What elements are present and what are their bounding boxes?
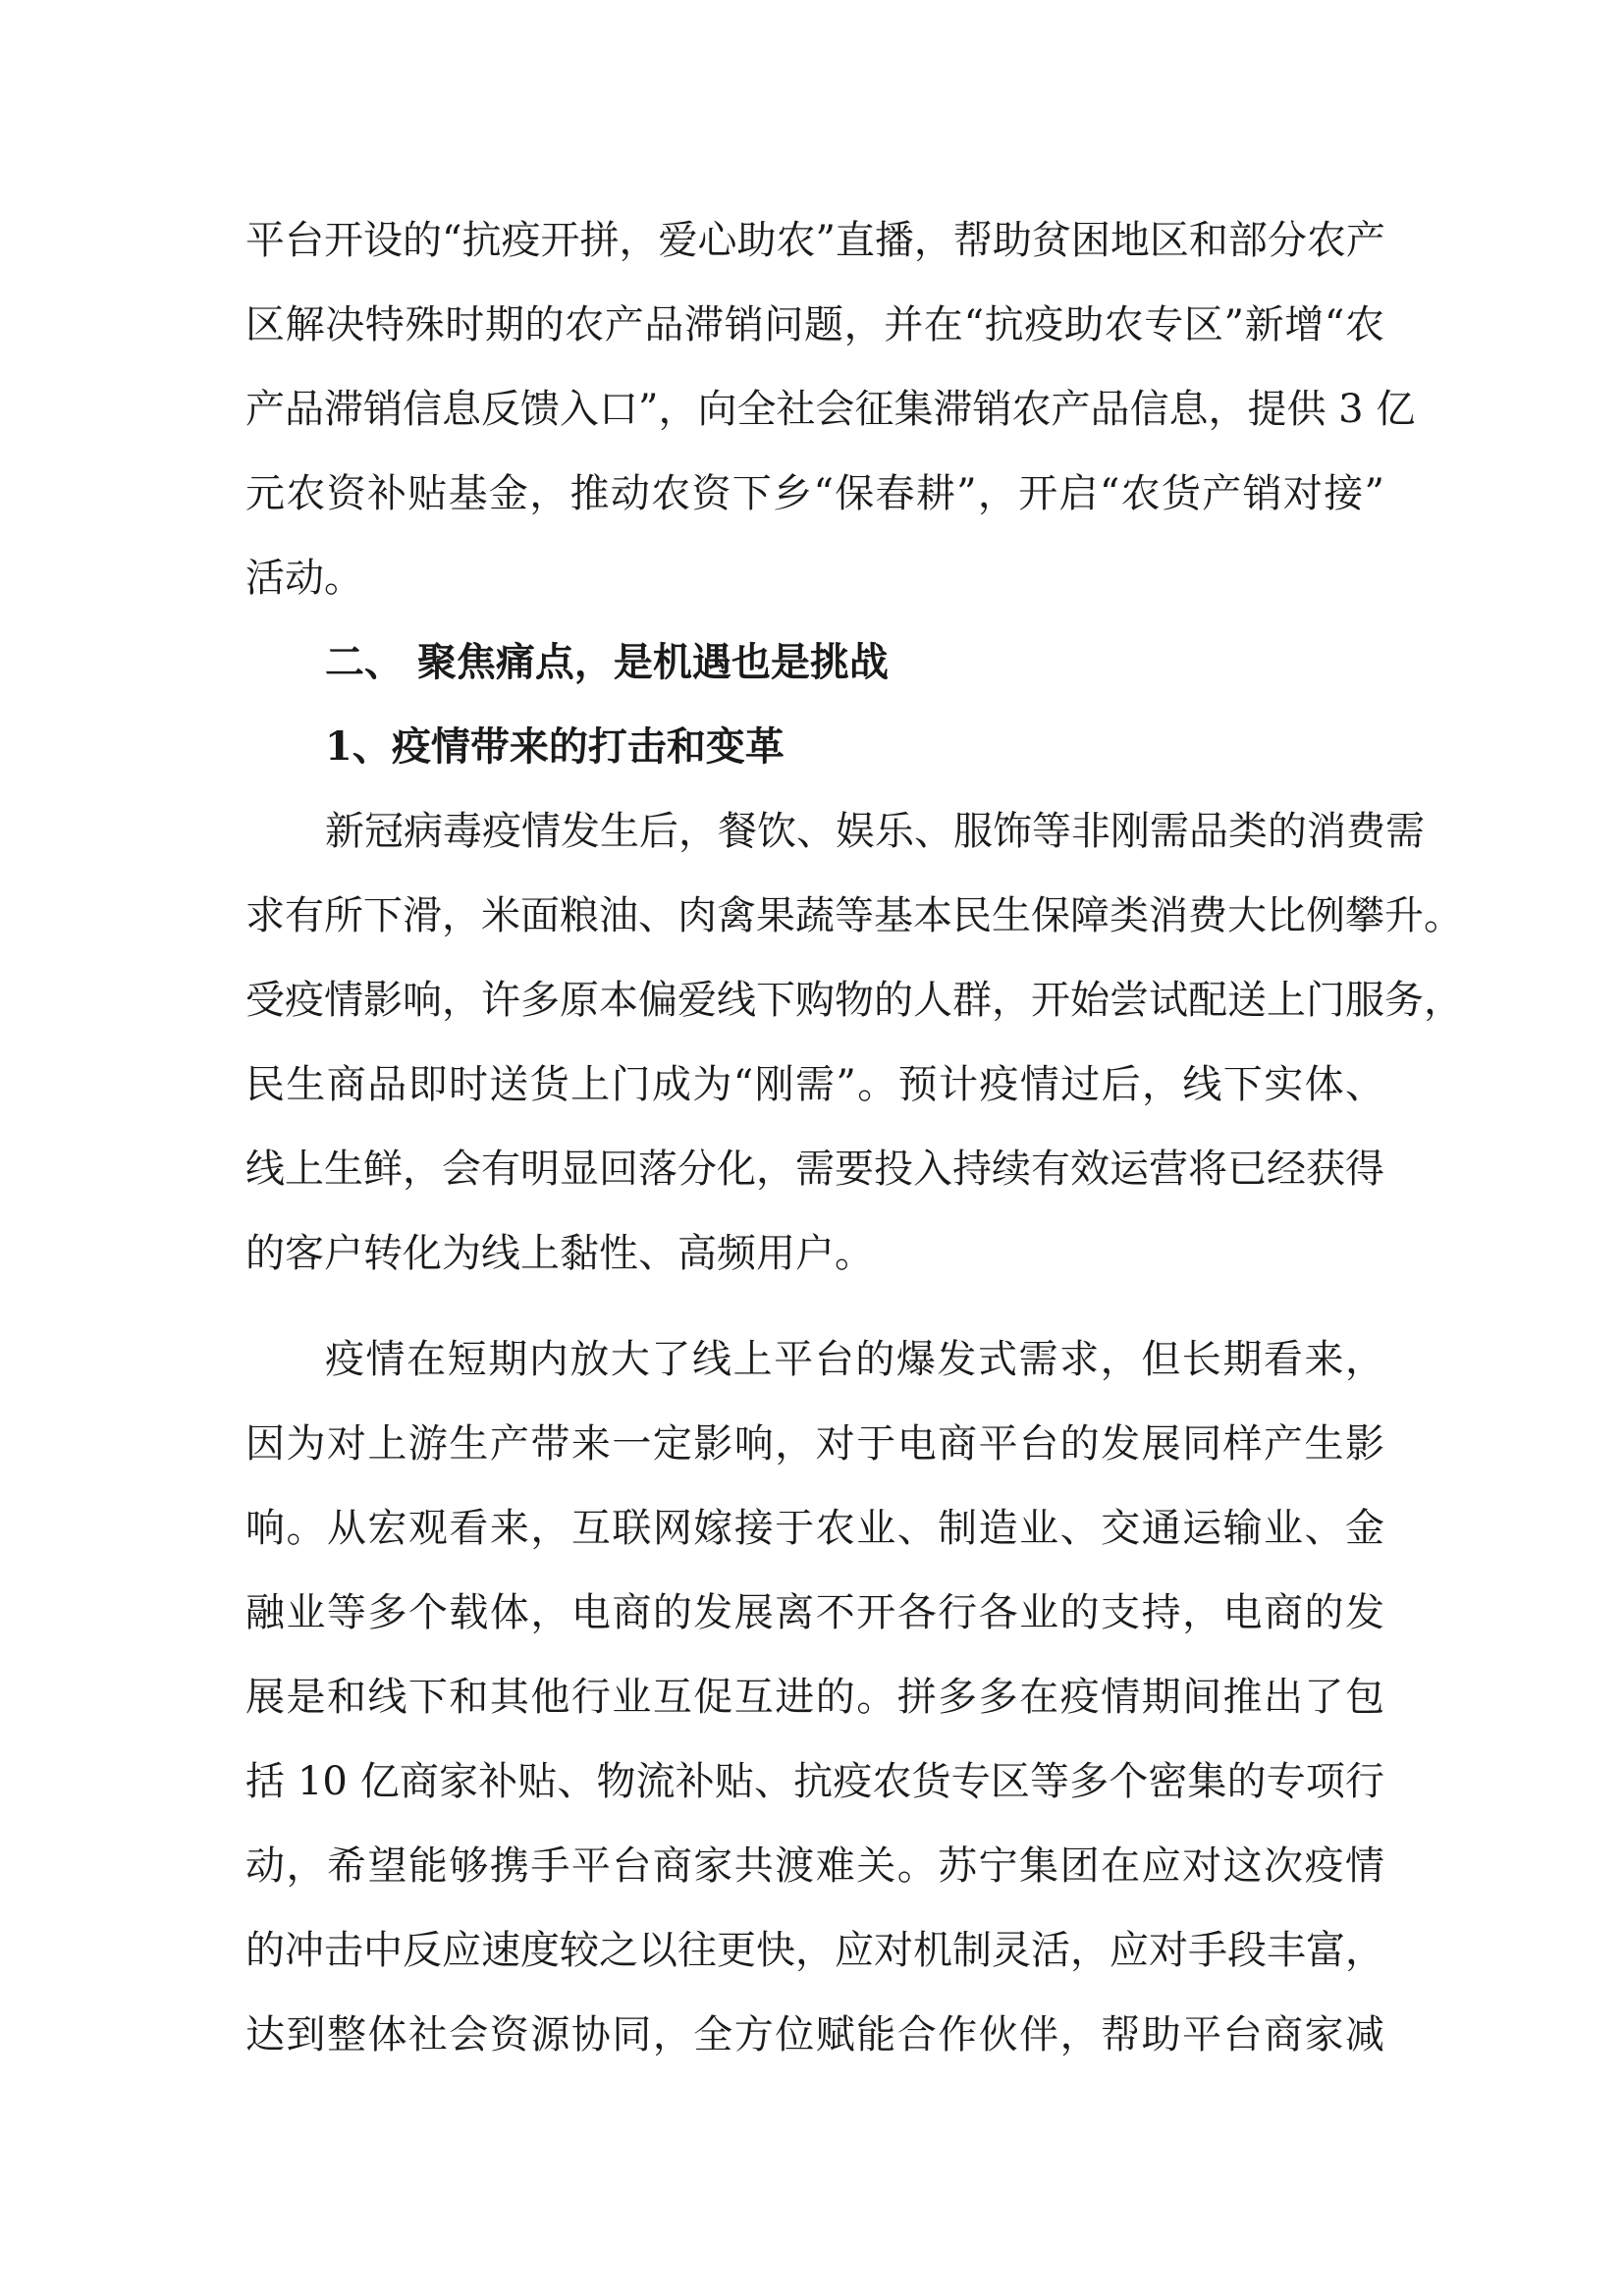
- paragraph-line: 元农资补贴基金，推动农资下乡“保春耕”，开启“农货产销对接”: [245, 471, 1384, 516]
- paragraph-line: 区解决特殊时期的农产品滞销问题，并在“抗疫助农专区”新增“农: [245, 302, 1384, 347]
- paragraph-line: 动，希望能够携手平台商家共渡难关。苏宁集团在应对这次疫情: [245, 1843, 1384, 1889]
- paragraph-line: 产品滞销信息反馈入口”，向全社会征集滞销农产品信息，提供 3 亿: [245, 387, 1416, 432]
- section-heading: 二、 聚焦痛点，是机遇也是挑战: [325, 639, 889, 685]
- paragraph-line: 活动。: [245, 556, 363, 601]
- paragraph-line: 平台开设的“抗疫开拼，爱心助农”直播，帮助贫困地区和部分农产: [245, 218, 1385, 263]
- paragraph-line: 融业等多个载体，电商的发展离不开各行各业的支持，电商的发: [245, 1590, 1384, 1635]
- paragraph-line: 受疫情影响，许多原本偏爱线下购物的人群，开始尝试配送上门服务，: [245, 978, 1463, 1023]
- subsection-heading: 1、疫情带来的打击和变革: [325, 723, 785, 770]
- paragraph-line: 求有所下滑，米面粮油、肉禽果蔬等基本民生保障类消费大比例攀升。: [245, 893, 1463, 938]
- paragraph-line: 线上生鲜，会有明显回落分化，需要投入持续有效运营将已经获得: [245, 1147, 1384, 1192]
- paragraph-line: 展是和线下和其他行业互促互进的。拼多多在疫情期间推出了包: [245, 1675, 1384, 1720]
- paragraph-line: 响。从宏观看来，互联网嫁接于农业、制造业、交通运输业、金: [245, 1506, 1384, 1551]
- paragraph-line: 民生商品即时送货上门成为“刚需”。预计疫情过后，线下实体、: [245, 1062, 1384, 1107]
- paragraph-line: 的冲击中反应速度较之以往更快，应对机制灵活，应对手段丰富，: [245, 1928, 1384, 1973]
- paragraph-line: 括 10 亿商家补贴、物流补贴、抗疫农货专区等多个密集的专项行: [245, 1759, 1384, 1804]
- paragraph-line: 达到整体社会资源协同，全方位赋能合作伙伴，帮助平台商家减: [245, 2012, 1384, 2057]
- paragraph-line: 疫情在短期内放大了线上平台的爆发式需求，但长期看来，: [325, 1337, 1384, 1382]
- paragraph-line: 新冠病毒疫情发生后，餐饮、娱乐、服饰等非刚需品类的消费需: [325, 809, 1425, 854]
- paragraph-line: 因为对上游生产带来一定影响，对于电商平台的发展同样产生影: [245, 1421, 1384, 1467]
- paragraph-line: 的客户转化为线上黏性、高频用户。: [245, 1231, 874, 1276]
